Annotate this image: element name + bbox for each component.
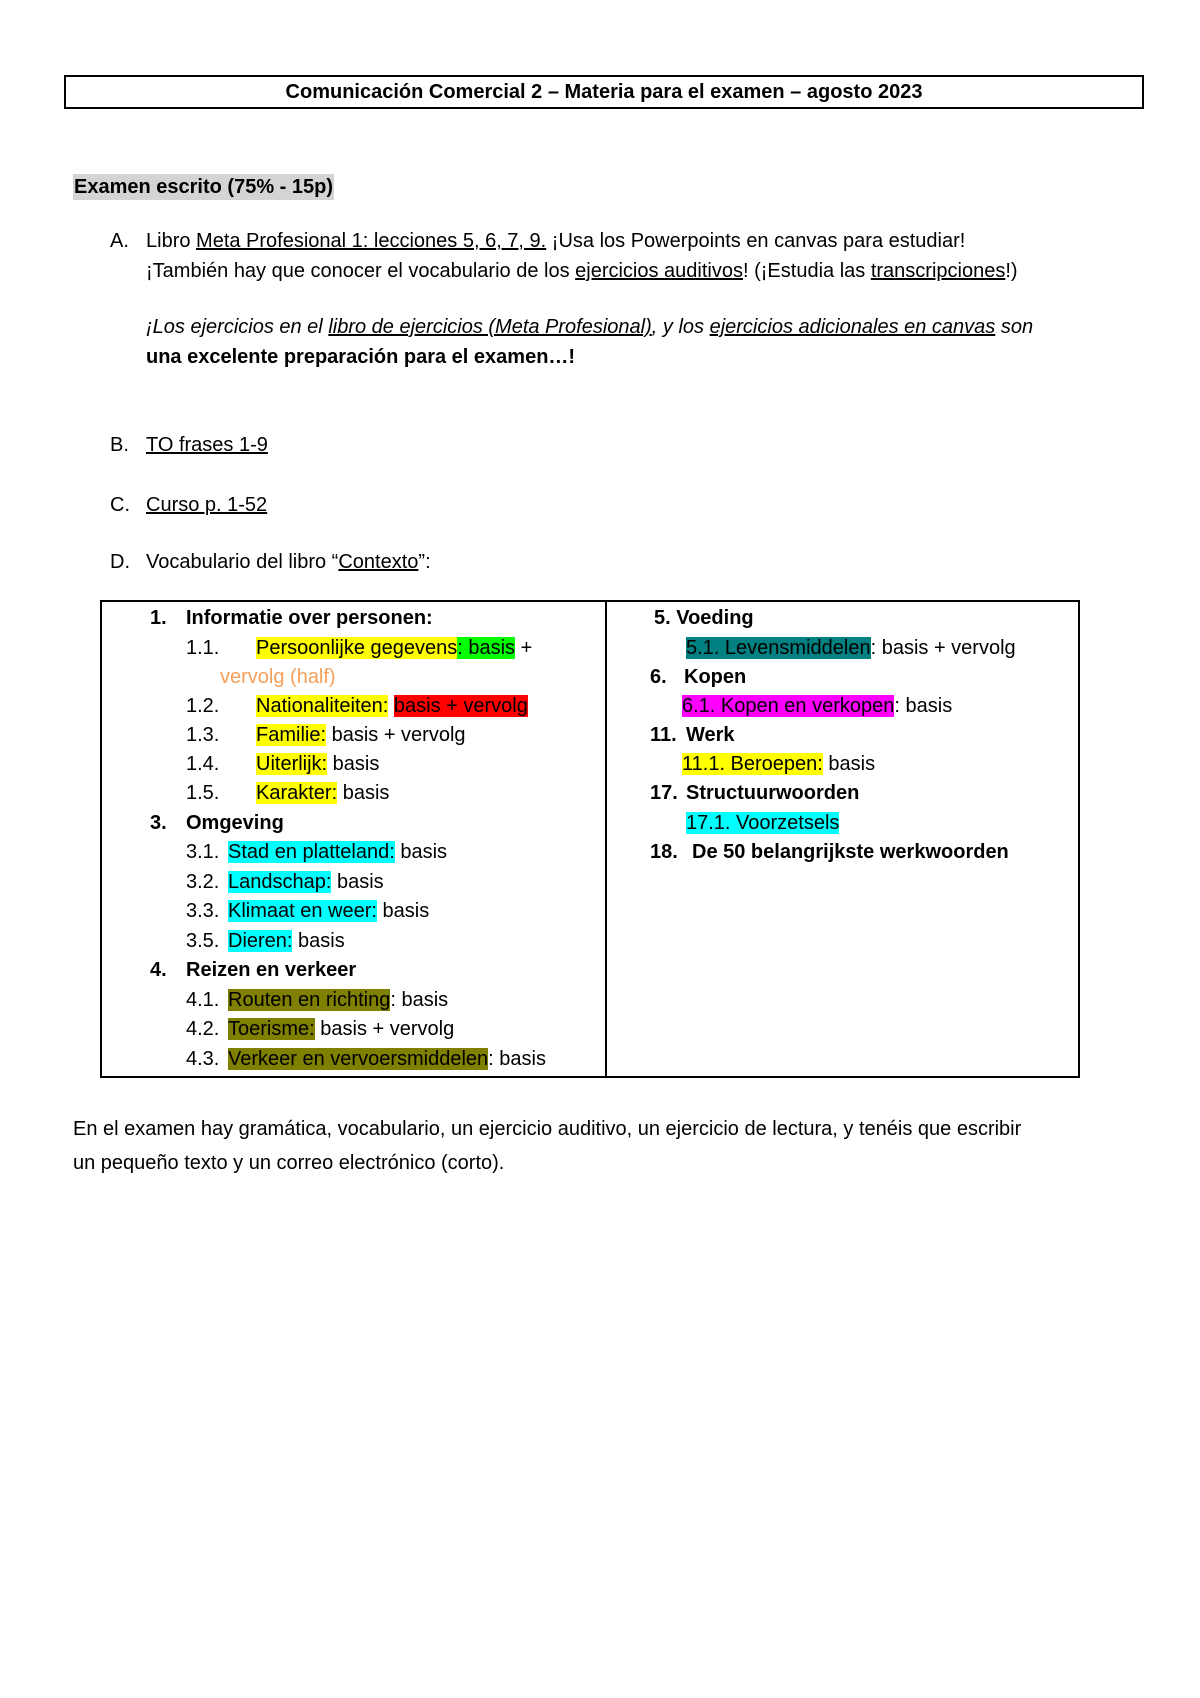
vocab-section-3: 3. Omgeving: [150, 812, 284, 834]
list-item-c: C. Curso p. 1-52: [110, 490, 510, 520]
vocab-row-1-1-continuation: vervolg (half): [220, 666, 336, 688]
item-a-line-3: ¡Los ejercicios en el libro de ejercicios (Meta Profesional), y los ejercicios adicionales en canvas son: [146, 316, 1034, 338]
vocab-row-4-1: 4.1. Routen en richting: basis: [186, 989, 449, 1011]
vocab-row-3-1: 3.1. Stad en platteland: basis: [186, 841, 448, 863]
vocab-row-3-3: 3.3. Klimaat en weer: basis: [186, 900, 430, 922]
vocab-row-3-2: 3.2. Landschap: basis: [186, 871, 384, 893]
table-column-divider: [605, 602, 607, 1076]
vocab-row-11-1: 11.1. Beroepen: basis: [682, 753, 876, 775]
book-reference: Meta Profesional 1: lecciones 5, 6, 7, 9.: [196, 230, 547, 252]
vocab-section-1: 1. Informatie over personen:: [150, 607, 433, 629]
vocab-section-5: 5. Voeding: [654, 607, 754, 629]
vocab-section-17: 17. Structuurwoorden: [650, 782, 860, 804]
item-c-text: Curso p. 1-52: [146, 494, 268, 516]
document-title: Comunicación Comercial 2 – Materia para el examen – agosto 2023: [64, 75, 1144, 109]
vocab-row-3-5: 3.5. Dieren: basis: [186, 930, 345, 952]
vocab-row-6-1: 6.1. Kopen en verkopen: basis: [682, 695, 953, 717]
vocab-section-18: 18. De 50 belangrijkste werkwoorden: [650, 841, 1009, 863]
item-d-text: Vocabulario del libro “Contexto”:: [146, 551, 431, 573]
list-letter-a: A.: [110, 230, 129, 252]
list-item-a: [110, 226, 1160, 368]
vocabulary-table: [100, 600, 1080, 1078]
item-a-line-4: una excelente preparación para el examen…!: [146, 346, 576, 368]
vocab-row-4-2: 4.2. Toerisme: basis + vervolg: [186, 1018, 455, 1040]
vocab-section-4: 4. Reizen en verkeer: [150, 959, 357, 981]
vocab-row-1-3: 1.3. Familie: basis + vervolg: [186, 724, 466, 746]
vocab-row-1-1: 1.1. Persoonlijke gegevens: basis +: [186, 637, 533, 659]
vocab-row-4-3: 4.3. Verkeer en vervoersmiddelen: basis: [186, 1048, 546, 1070]
list-item-d: D. Vocabulario del libro “Contexto”:: [110, 547, 610, 577]
section-heading-written-exam: Examen escrito (75% - 15p): [74, 176, 333, 198]
vocab-row-1-2: 1.2. Nationaliteiten: basis + vervolg: [186, 695, 528, 717]
vocab-section-11: 11. Werk: [650, 724, 735, 746]
list-item-b: B. TO frases 1-9: [110, 430, 510, 460]
item-a-line-2: ¡También hay que conocer el vocabulario de los ejercicios auditivos! (¡Estudia las transcripciones!): [146, 260, 1018, 282]
vocab-row-5-1: 5.1. Levensmiddelen: basis + vervolg: [686, 637, 1016, 659]
vocab-section-6: 6. Kopen: [650, 666, 747, 688]
vocab-row-1-5: 1.5. Karakter: basis: [186, 782, 390, 804]
item-a-line-1: Libro Meta Profesional 1: lecciones 5, 6, 7, 9. ¡Usa los Powerpoints en canvas para estudiar!: [146, 230, 966, 252]
closing-paragraph: En el examen hay gramática, vocabulario, un ejercicio auditivo, un ejercicio de lectura, y tenéis que escribir un pequeño texto y un correo electrónico (corto).: [73, 1118, 1022, 1174]
vocab-row-17-1: 17.1. Voorzetsels: [686, 812, 840, 834]
vocab-row-1-4: 1.4. Uiterlijk: basis: [186, 753, 380, 775]
item-b-text: TO frases 1-9: [146, 434, 268, 456]
